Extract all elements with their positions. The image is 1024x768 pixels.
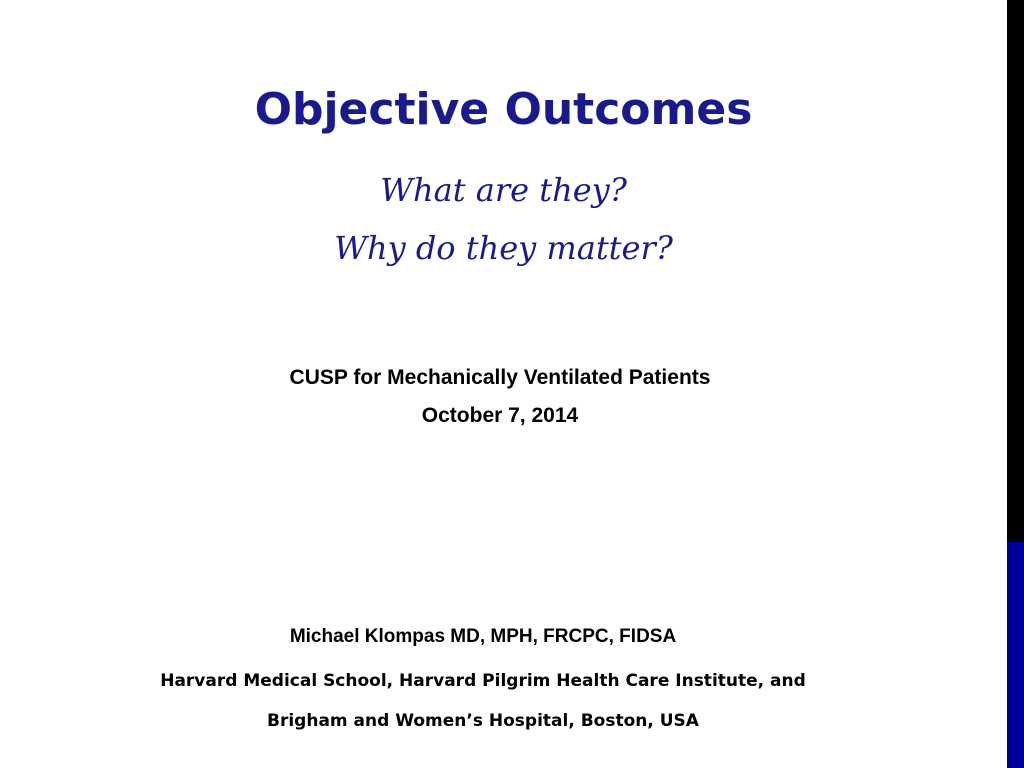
- event-name: CUSP for Mechanically Ventilated Patients: [289, 366, 711, 389]
- accent-bar-bottom: [1007, 542, 1024, 768]
- event-date: October 7, 2014: [421, 404, 579, 427]
- subtitle-line-1: What are they?: [380, 171, 627, 209]
- accent-bar-top: [1007, 0, 1024, 542]
- author-name: Michael Klompas MD, MPH, FRCPC, FIDSA: [289, 626, 677, 647]
- affiliation-line-1: Harvard Medical School, Harvard Pilgrim Health Care Institute, and: [160, 671, 806, 691]
- slide-title: Objective Outcomes: [254, 84, 753, 135]
- affiliation-line-2: Brigham and Women’s Hospital, Boston, USA: [267, 711, 699, 731]
- subtitle-line-2: Why do they matter?: [334, 229, 673, 267]
